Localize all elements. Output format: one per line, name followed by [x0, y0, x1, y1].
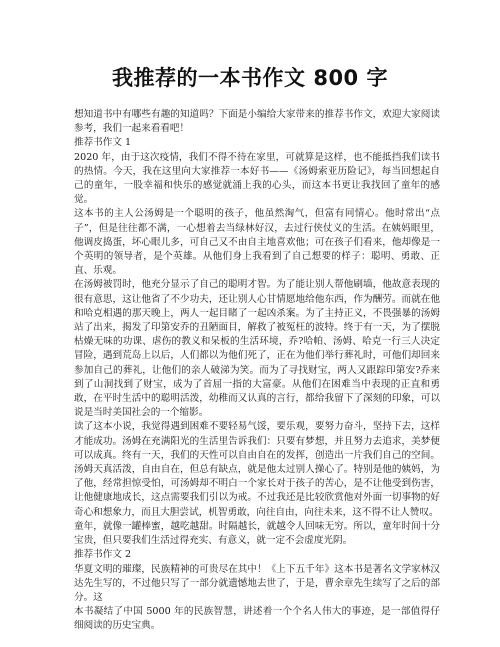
intro-paragraph: 想知道书中有哪些有趣的知道吗？下面是小编给大家带来的推荐书作文，欢迎大家阅读参考，我们一起来看看吧！ — [74, 109, 440, 135]
page-title: 我推荐的一本书作文 800 字 — [112, 66, 388, 90]
body-paragraph: 2020 年，由于这次疫情，我们不得不待在家里，可就算是这样，也不能抵挡我们读书的热情。今天，我在这里向大家推荐一本好书——《汤姆索亚历险记》，每当回想起自己的童年，一股幸福和快乐的感觉就涌上我的心头，而这本书更让我找回了童年的感觉。 — [74, 151, 440, 206]
article-body — [74, 108, 440, 634]
body-paragraph: 童年，就像一罐棒蜜，越吃越甜。时隔越长，就越令人回味无穷。所以，童年时间十分宝贵，但只要我们生活过得充实、有意义，就一定不会虚度光阴。 — [74, 520, 440, 547]
section-heading-1: 推荐书作文 1 — [74, 137, 132, 149]
body-paragraph: 在汤姆被罚时，他充分显示了自己的聪明才智。为了能让别人帮他刷墙，他故意表现的很有意思，这让他省了不少功夫，还让别人心甘情愿地给他东西，作为酬劳。而就在他和哈克相遇的那天晚上，两人一起目睹了一起凶杀案。为了主持正义，不畏强暴的汤姆站了出来，揭发了印第安乔的丑陋面目，解救了被冤枉的波特。终于有一天，为了摆脱枯燥无味的功课、虐伤的教义和呆板的生活环境，乔?哈帕、汤姆、哈克一行三人决定冒险，遇到荒岛上以后，人们都以为他们死了，正在为他们举行葬礼时，可他们却回来参加自己的葬礼，让他们的亲人破涕为笑。而为了寻找财宝，两人又跟踪印第安?乔来到了山洞找到了财宝，成为了首屈一指的大富豪。从他们在困难当中表现的正直和勇敢，在平时生活中的聪明活泼，幼稚而又认真的言行，都给我留下了深刻的印象，可以说是当时美国社会的一个缩影。 — [74, 279, 440, 419]
body-paragraph: 本书凝结了中国 5000 年的民族智慧，讲述着一个个名人伟大的事迹，是一部值得仔细阅读的历史宝典。 — [74, 606, 440, 632]
body-paragraph: 华夏文明的璀璨，民族精神的可贵尽在其中！《上下五千年》这本书是著名文学家林汉达先生写的，不过他只写了一部分就遗憾地去世了，于是，曹余章先生续写了之后的部分。这 — [74, 563, 440, 603]
body-paragraph: 这本书的主人公汤姆是一个聪明的孩子，他虽然淘气，但富有同情心。他时常出“点子”，但是往往都不满，一心想着去当绿林好汉，去过行侠仗义的生活。在姨妈眼里，他调皮捣蛋，坏心眼儿多，可自己又不由自主地喜欢他；可在孩子们看来，他却像是一个英明的领导者，是个英雄。从他们身上我看到了自己想要的样子：聪明、勇敢、正直、乐观。 — [74, 208, 440, 277]
section-heading-2: 推荐书作文 2 — [74, 549, 132, 561]
body-paragraph: 读了这本小说，我觉得遇到困难不要轻易气馁，要乐观，要努力奋斗，坚持下去，这样才能成功。汤姆在充满阳光的生活里告诉我们：只要有梦想，并且努力去追求，美梦便可以成真。终有一天，我们的天性可以自由自在的发挥，创造出一片我们自己的空间。汤姆天真活泼，自由自在，但总有缺点，就是他太过别人操心了。特别是他的姨妈，为了他，经常担惊受怕，可汤姆却不明白一个家长对于孩子的苦心，是不让他受到伤害，让他健康地成长，这点需要我们引以为戒。不过我还是比较欣赏他对外面一切事物的好奇心和想象力，而且大胆尝试，机智勇敢，向往自由，向往未来，这不得不让人赞叹。 — [74, 421, 440, 518]
